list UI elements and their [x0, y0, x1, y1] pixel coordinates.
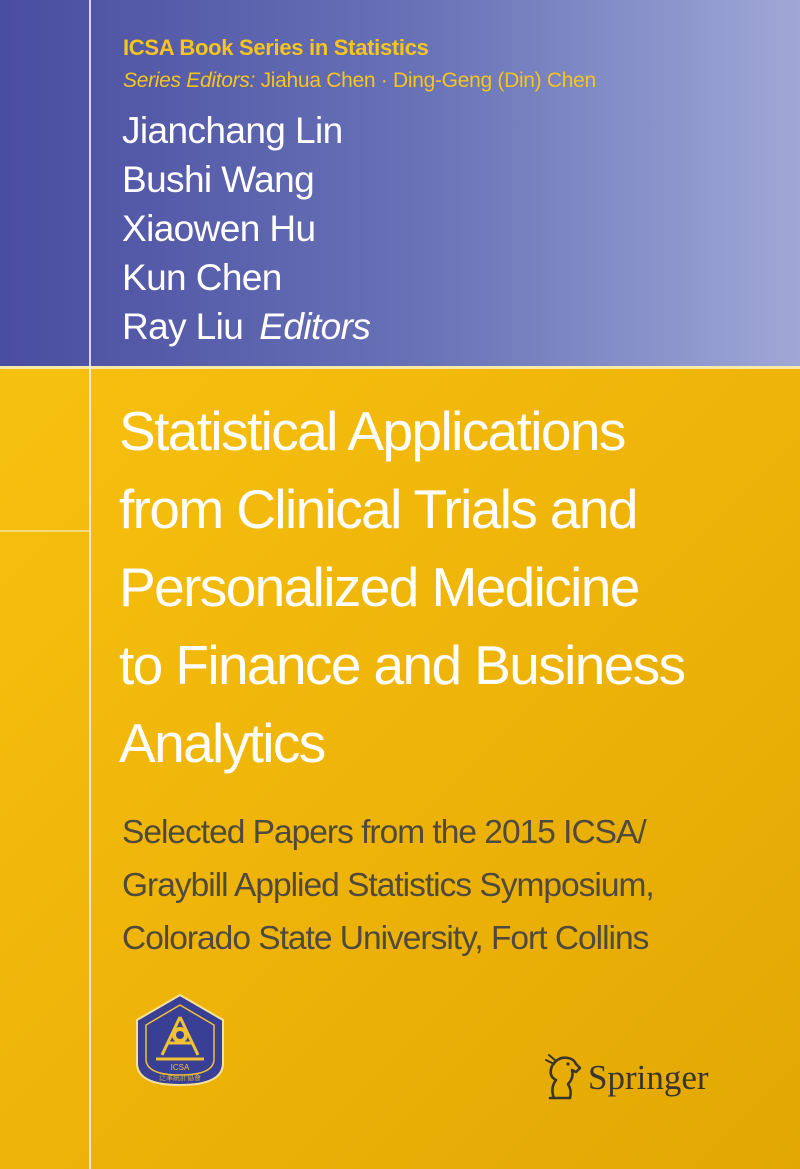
editor-name: Ray Liu [122, 306, 244, 347]
springer-horse-icon [540, 1050, 584, 1104]
title-line: to Finance and Business [119, 634, 685, 696]
logo-text: ICSA [170, 1063, 190, 1072]
icsa-emblem-icon [130, 993, 230, 1088]
book-title [119, 392, 779, 782]
subtitle-line: Graybill Applied Statistics Symposium, [122, 867, 654, 904]
subtitle-line: Colorado State University, Fort Collins [122, 920, 649, 957]
series-editors-names: Jiahua Chen · Ding-Geng (Din) Chen [260, 69, 596, 92]
subtitle-line: Selected Papers from the 2015 ICSA/ [122, 814, 646, 851]
title-line: Analytics [119, 712, 325, 774]
series-editors [123, 69, 596, 93]
logo-chinese: 泛華統計協會 [159, 1074, 201, 1082]
editor-name: Kun Chen [122, 257, 282, 298]
editor-name: Xiaowen Hu [122, 208, 316, 249]
title-line: from Clinical Trials and [119, 478, 637, 540]
editor-list [122, 106, 370, 351]
editors-label: Editors [259, 306, 371, 347]
divider-horizontal [0, 366, 800, 369]
divider-vertical [89, 0, 91, 1169]
title-line: Personalized Medicine [119, 556, 639, 618]
publisher-logo [540, 1050, 740, 1106]
divider-short [0, 530, 90, 532]
editor-name: Bushi Wang [122, 159, 315, 200]
book-subtitle [122, 806, 782, 965]
title-line: Statistical Applications [119, 400, 625, 462]
publisher-name: Springer [588, 1058, 709, 1097]
series-editors-label: Series Editors: [123, 69, 256, 92]
editor-name: Jianchang Lin [122, 110, 343, 151]
series-name: ICSA Book Series in Statistics [123, 35, 429, 60]
editor-name-last [122, 302, 370, 351]
